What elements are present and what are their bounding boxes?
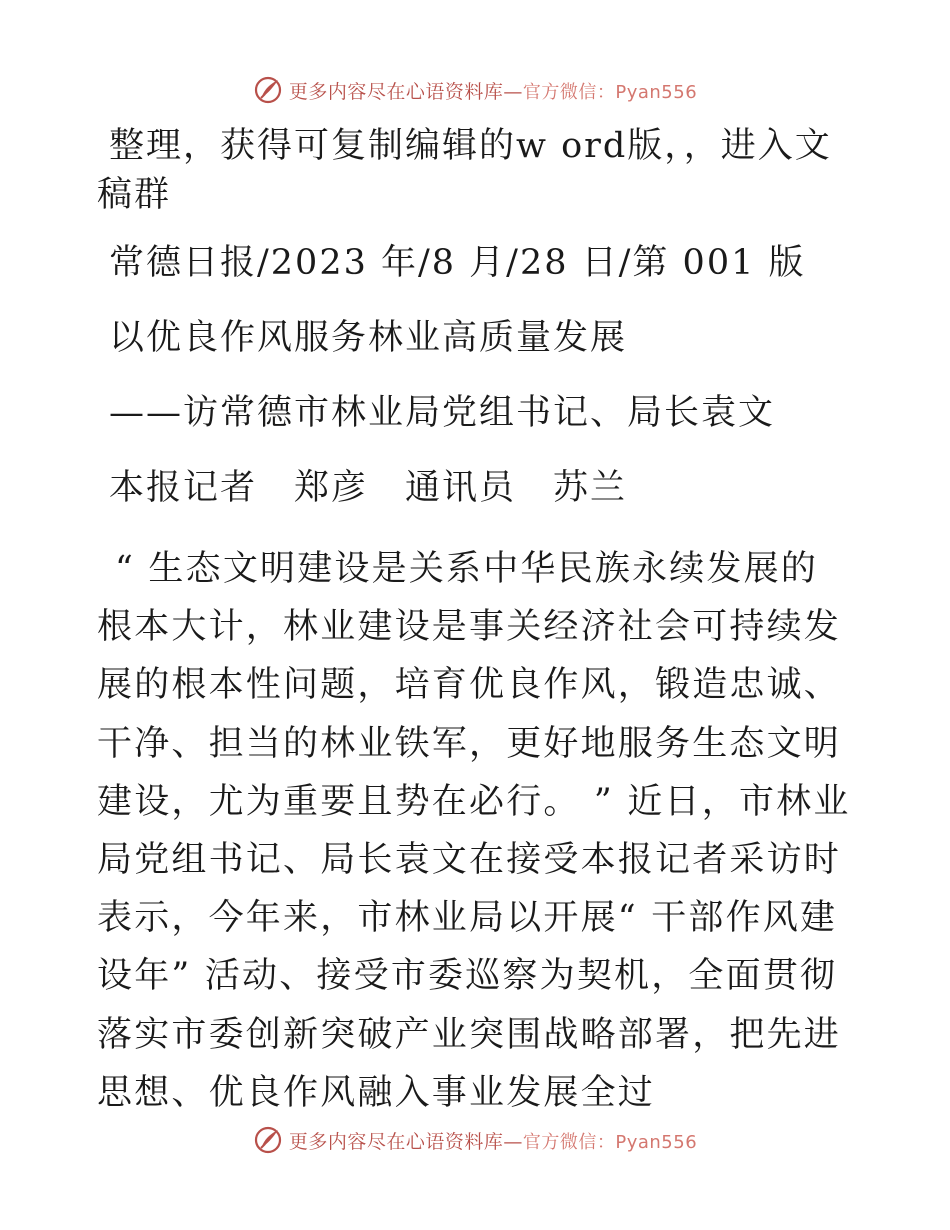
- document-body: [97, 122, 852, 1122]
- footer-banner: [0, 1120, 950, 1160]
- banner-contact: 官方微信：Pyan556: [522, 81, 698, 103]
- article-byline: 本报记者 郑彦 通讯员 苏兰: [109, 468, 628, 508]
- publication-meta: 常德日报/2023 年/8 月/28 日/第 001 版: [109, 243, 806, 283]
- header-banner: [0, 70, 950, 110]
- banner-separator: —: [503, 80, 523, 103]
- intro-line: 整理，获得可复制编辑的w ord版，，进入文稿群: [97, 126, 832, 215]
- banner-title: 更多内容尽在心语资料库: [288, 80, 504, 103]
- article-paragraph: “ 生态文明建设是关系中华民族永续发展的根本大计，林业建设是事关经济社会可持续发展的根本性问题，培育优良作风，锻造忠诚、干净、担当的林业铁军，更好地服务生态文明建设，尤为重要且势在必行。 ” 近日，市林业局党组书记、局长袁文在接受本报记者采访时表示，今年来，市林业局以开展“ 干部作风建设年” 活动、接受市委巡察为契机，全面贯彻落实市委创新突破产业突围战略部署，把先进思想、优良作风融入事业发展全过: [97, 549, 851, 1113]
- banner-text: [289, 1127, 697, 1154]
- article-subtitle: ——访常德市林业局党组书记、局长袁文: [109, 393, 776, 433]
- banner-text: [289, 77, 697, 104]
- article-title: 以优良作风服务林业高质量发展: [109, 318, 628, 358]
- banner-contact: 官方微信：Pyan556: [522, 1131, 698, 1153]
- quill-logo-icon: [253, 1125, 283, 1155]
- quill-logo-icon: [253, 75, 283, 105]
- banner-title: 更多内容尽在心语资料库: [288, 1130, 504, 1153]
- banner-separator: —: [503, 1130, 523, 1153]
